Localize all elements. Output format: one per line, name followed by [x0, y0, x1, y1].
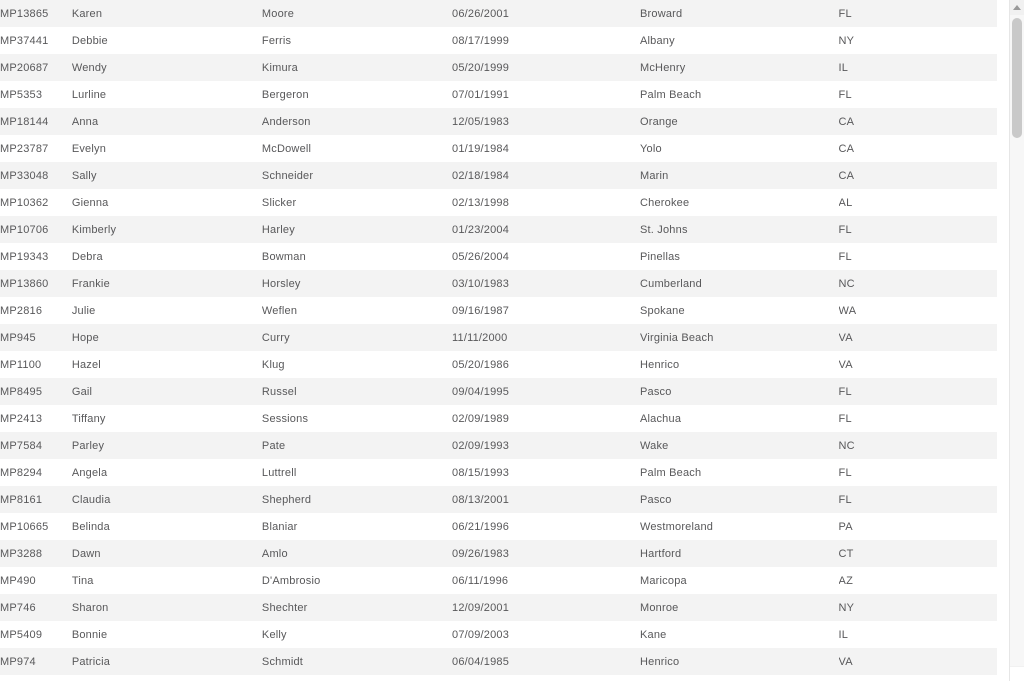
cell-case-id: MP23787 [0, 135, 72, 162]
cell-case-id: MP18144 [0, 108, 72, 135]
cell-county: Westmoreland [640, 513, 839, 540]
cell-state: NY [839, 594, 997, 621]
cell-first-name: Sally [72, 162, 262, 189]
cell-date: 08/17/1999 [452, 27, 640, 54]
cell-case-id: MP8495 [0, 378, 72, 405]
cell-county: Wake [640, 432, 839, 459]
table-row[interactable] [0, 432, 997, 459]
cell-last-name: Klug [262, 351, 452, 378]
cell-first-name: Kimberly [72, 216, 262, 243]
cell-county: Palm Beach [640, 459, 839, 486]
cell-county: Palm Beach [640, 81, 839, 108]
cell-first-name: Hazel [72, 351, 262, 378]
table-row[interactable] [0, 567, 997, 594]
cell-first-name: Claudia [72, 486, 262, 513]
cell-first-name: Debra [72, 243, 262, 270]
table-row[interactable] [0, 324, 997, 351]
cell-first-name: Dawn [72, 540, 262, 567]
cell-county: Pasco [640, 486, 839, 513]
cell-county: Spokane [640, 297, 839, 324]
cell-case-id: MP13865 [0, 0, 72, 27]
cell-state: VA [839, 648, 997, 675]
cell-date: 09/26/1983 [452, 540, 640, 567]
cell-state: WA [839, 297, 997, 324]
cell-date: 09/16/1987 [452, 297, 640, 324]
scrollbar-thumb[interactable] [1012, 18, 1022, 138]
cell-case-id: MP8161 [0, 486, 72, 513]
cell-county: Cherokee [640, 189, 839, 216]
table-row[interactable] [0, 486, 997, 513]
cell-last-name: Anderson [262, 108, 452, 135]
cell-state: CT [839, 540, 997, 567]
cell-county: Yolo [640, 135, 839, 162]
cell-date: 12/09/2001 [452, 594, 640, 621]
cell-case-id: MP19343 [0, 243, 72, 270]
cell-county: Broward [640, 0, 839, 27]
cell-case-id: MP974 [0, 648, 72, 675]
table-row[interactable] [0, 621, 997, 648]
cell-state: NC [839, 432, 997, 459]
cell-county: Henrico [640, 351, 839, 378]
table-row[interactable] [0, 216, 997, 243]
cell-date: 05/20/1986 [452, 351, 640, 378]
cell-date: 06/21/1996 [452, 513, 640, 540]
cell-county: Monroe [640, 594, 839, 621]
cell-first-name: Sharon [72, 594, 262, 621]
cell-date: 11/11/2000 [452, 324, 640, 351]
cell-first-name: Tiffany [72, 405, 262, 432]
cell-date: 09/04/1995 [452, 378, 640, 405]
cell-last-name: D'Ambrosio [262, 567, 452, 594]
cell-last-name: Shechter [262, 594, 452, 621]
cell-date: 01/23/2004 [452, 216, 640, 243]
cell-state: FL [839, 459, 997, 486]
cell-last-name: Curry [262, 324, 452, 351]
cell-case-id: MP945 [0, 324, 72, 351]
cell-state: NC [839, 270, 997, 297]
cell-last-name: Slicker [262, 189, 452, 216]
cell-county: Cumberland [640, 270, 839, 297]
cell-first-name: Gail [72, 378, 262, 405]
cell-last-name: Ferris [262, 27, 452, 54]
cell-date: 06/04/1985 [452, 648, 640, 675]
cell-county: Alachua [640, 405, 839, 432]
cell-date: 02/09/1989 [452, 405, 640, 432]
cell-last-name: Amlo [262, 540, 452, 567]
cell-state: FL [839, 486, 997, 513]
cell-state: PA [839, 513, 997, 540]
cell-last-name: Schmidt [262, 648, 452, 675]
cell-first-name: Belinda [72, 513, 262, 540]
cell-state: FL [839, 405, 997, 432]
cell-last-name: Sessions [262, 405, 452, 432]
table-row[interactable] [0, 0, 997, 27]
table-row[interactable] [0, 81, 997, 108]
cell-county: Orange [640, 108, 839, 135]
cell-case-id: MP7584 [0, 432, 72, 459]
cell-first-name: Angela [72, 459, 262, 486]
cell-first-name: Tina [72, 567, 262, 594]
table-row[interactable] [0, 54, 997, 81]
cell-first-name: Parley [72, 432, 262, 459]
cell-county: Marin [640, 162, 839, 189]
table-row[interactable] [0, 108, 997, 135]
scrollbar-corner [1010, 667, 1024, 681]
cell-first-name: Julie [72, 297, 262, 324]
cell-first-name: Karen [72, 0, 262, 27]
table-row[interactable] [0, 540, 997, 567]
cell-case-id: MP2816 [0, 297, 72, 324]
cell-last-name: Harley [262, 216, 452, 243]
cell-date: 07/09/2003 [452, 621, 640, 648]
cell-state: FL [839, 81, 997, 108]
cell-county: Pinellas [640, 243, 839, 270]
table-row[interactable] [0, 243, 997, 270]
partial-row-strip [12, 0, 997, 4]
cell-state: FL [839, 378, 997, 405]
cell-date: 01/19/1984 [452, 135, 640, 162]
cell-case-id: MP8294 [0, 459, 72, 486]
cell-state: FL [839, 243, 997, 270]
cell-first-name: Anna [72, 108, 262, 135]
cell-case-id: MP10665 [0, 513, 72, 540]
cell-state: FL [839, 0, 997, 27]
cell-first-name: Bonnie [72, 621, 262, 648]
cell-last-name: Kelly [262, 621, 452, 648]
cell-last-name: Russel [262, 378, 452, 405]
cell-state: AL [839, 189, 997, 216]
cell-county: Virginia Beach [640, 324, 839, 351]
table-row[interactable] [0, 594, 997, 621]
table-row[interactable] [0, 351, 997, 378]
cell-county: Hartford [640, 540, 839, 567]
table-row[interactable] [0, 270, 997, 297]
cell-case-id: MP10362 [0, 189, 72, 216]
cell-case-id: MP490 [0, 567, 72, 594]
cell-state: CA [839, 162, 997, 189]
cell-first-name: Debbie [72, 27, 262, 54]
cell-county: Maricopa [640, 567, 839, 594]
table-row[interactable] [0, 405, 997, 432]
cell-last-name: Horsley [262, 270, 452, 297]
cell-state: VA [839, 324, 997, 351]
cell-last-name: Schneider [262, 162, 452, 189]
cell-last-name: Moore [262, 0, 452, 27]
cell-date: 07/01/1991 [452, 81, 640, 108]
cell-last-name: Pate [262, 432, 452, 459]
arrow-up-icon [1013, 5, 1021, 10]
cell-county: Albany [640, 27, 839, 54]
cell-date: 12/05/1983 [452, 108, 640, 135]
vertical-scrollbar[interactable] [1009, 0, 1024, 681]
table-row[interactable] [0, 27, 997, 54]
table-row[interactable] [0, 189, 997, 216]
cell-county: McHenry [640, 54, 839, 81]
cell-case-id: MP5353 [0, 81, 72, 108]
table-row[interactable] [0, 378, 997, 405]
cell-last-name: Weflen [262, 297, 452, 324]
scroll-up-button[interactable] [1010, 0, 1024, 15]
cell-case-id: MP33048 [0, 162, 72, 189]
cell-date: 05/26/2004 [452, 243, 640, 270]
cell-state: FL [839, 216, 997, 243]
cell-last-name: Blaniar [262, 513, 452, 540]
cell-date: 06/26/2001 [452, 0, 640, 27]
cell-date: 08/15/1993 [452, 459, 640, 486]
cell-county: St. Johns [640, 216, 839, 243]
cell-county: Pasco [640, 378, 839, 405]
cell-last-name: Bowman [262, 243, 452, 270]
table-row[interactable] [0, 135, 997, 162]
cell-first-name: Wendy [72, 54, 262, 81]
cell-state: NY [839, 27, 997, 54]
cell-first-name: Frankie [72, 270, 262, 297]
cell-date: 02/13/1998 [452, 189, 640, 216]
table-row[interactable] [0, 297, 997, 324]
cell-last-name: Kimura [262, 54, 452, 81]
cell-case-id: MP10706 [0, 216, 72, 243]
cell-date: 02/09/1993 [452, 432, 640, 459]
cell-state: IL [839, 621, 997, 648]
cell-county: Kane [640, 621, 839, 648]
cell-first-name: Patricia [72, 648, 262, 675]
cell-case-id: MP13860 [0, 270, 72, 297]
cell-county: Henrico [640, 648, 839, 675]
cell-last-name: Shepherd [262, 486, 452, 513]
cell-first-name: Gienna [72, 189, 262, 216]
cell-date: 06/11/1996 [452, 567, 640, 594]
cell-last-name: Luttrell [262, 459, 452, 486]
cell-case-id: MP20687 [0, 54, 72, 81]
cell-last-name: McDowell [262, 135, 452, 162]
cell-state: CA [839, 108, 997, 135]
table-row[interactable] [0, 648, 997, 675]
cell-case-id: MP746 [0, 594, 72, 621]
cell-case-id: MP37441 [0, 27, 72, 54]
cell-case-id: MP2413 [0, 405, 72, 432]
cell-last-name: Bergeron [262, 81, 452, 108]
cell-case-id: MP3288 [0, 540, 72, 567]
cell-case-id: MP5409 [0, 621, 72, 648]
cell-first-name: Hope [72, 324, 262, 351]
cell-case-id: MP1100 [0, 351, 72, 378]
cell-state: VA [839, 351, 997, 378]
cell-state: IL [839, 54, 997, 81]
cell-date: 02/18/1984 [452, 162, 640, 189]
table-row[interactable] [0, 513, 997, 540]
cell-date: 08/13/2001 [452, 486, 640, 513]
table-row[interactable] [0, 459, 997, 486]
cell-first-name: Lurline [72, 81, 262, 108]
cell-date: 05/20/1999 [452, 54, 640, 81]
cell-first-name: Evelyn [72, 135, 262, 162]
table-row[interactable] [0, 162, 997, 189]
cell-date: 03/10/1983 [452, 270, 640, 297]
cell-state: CA [839, 135, 997, 162]
cell-state: AZ [839, 567, 997, 594]
